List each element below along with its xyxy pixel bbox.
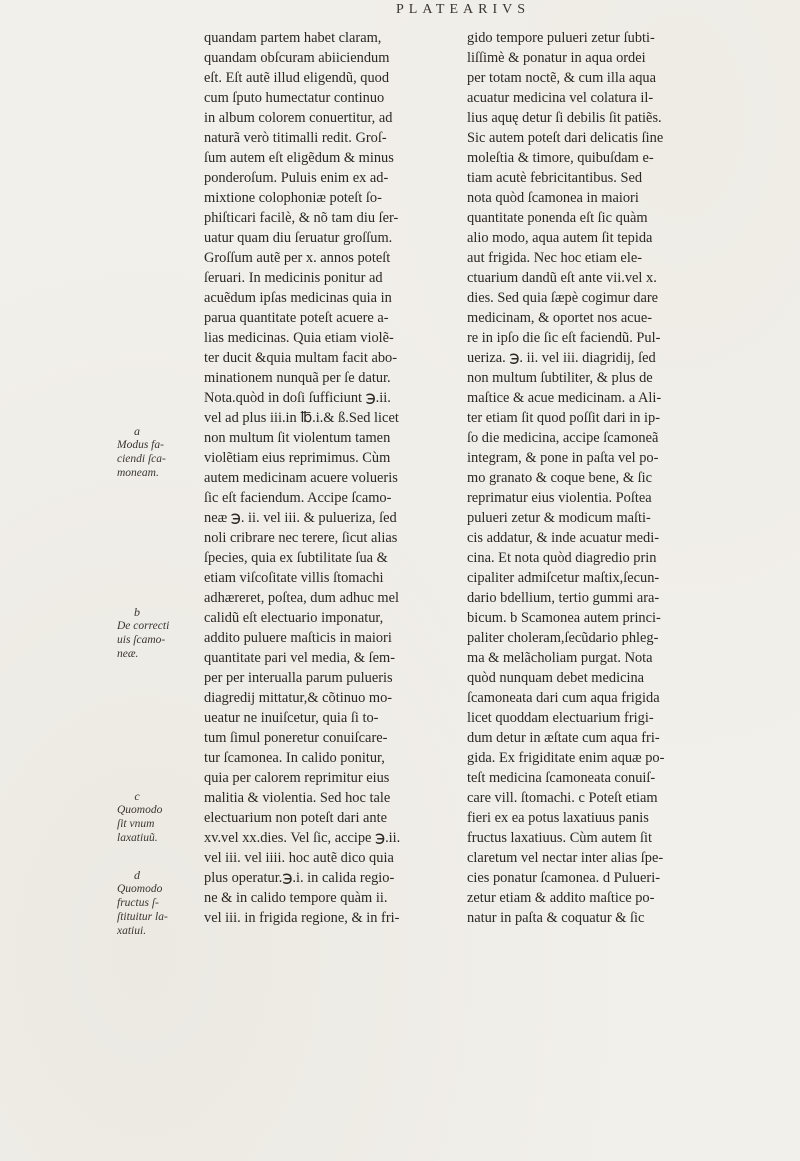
note-line: De correcti: [117, 620, 170, 632]
text-line: ſcamoneata dari cum aqua frigida: [467, 690, 660, 706]
text-line: licet quoddam electuarium frigi-: [467, 710, 654, 726]
text-line: maſtice & acue medicinam. a Ali-: [467, 390, 662, 406]
text-line: ter etiam ſit quod poſſit dari in ip-: [467, 410, 661, 426]
text-line: noli cribrare nec terere, ſicut alias: [204, 530, 398, 546]
note-letter: c: [134, 789, 140, 803]
text-line: electuarium non poteſt dari ante: [204, 810, 388, 826]
text-line: mixtione colophoniæ poteſt ſo-: [204, 190, 382, 206]
text-line: calidũ eſt electuario imponatur,: [204, 610, 384, 626]
note-line: ſit vnum: [117, 818, 155, 830]
margin-note-d: [117, 868, 201, 938]
text-line: non multum ſubtiliter, & plus de: [467, 370, 653, 386]
text-line: alio modo, aqua autem ſit tepida: [467, 230, 653, 246]
note-line: neæ.: [117, 648, 139, 660]
note-line: Quomodo: [117, 804, 163, 816]
text-line: quòd nunquam debet medicina: [467, 670, 645, 686]
note-line: ſtituitur la-: [117, 911, 168, 923]
note-line: ciendi ſca-: [117, 453, 166, 465]
text-line: integram, & pone in paſta vel po-: [467, 450, 659, 466]
text-line: ponderoſum. Puluis enim ex ad-: [204, 170, 389, 186]
text-line: uatur quam diu ſeruatur groſſum.: [204, 230, 393, 246]
text-line: gida. Ex frigiditate enim aquæ po-: [467, 750, 665, 766]
text-line: in album colorem conuertitur, ad: [204, 110, 393, 126]
text-line: reprimatur eius violentia. Poſtea: [467, 490, 652, 506]
text-line: ſum autem eſt eligẽdum & minus: [204, 150, 394, 166]
text-line: per per interualla parum pulueris: [204, 670, 393, 686]
text-line: ſeruari. In medicinis ponitur ad: [204, 270, 383, 286]
text-line: quantitate ponenda eſt ſic quàm: [467, 210, 648, 226]
text-line: tum ſimul poneretur conuiſcare-: [204, 730, 388, 746]
text-line: dario bdellium, tertio gummi ara-: [467, 590, 660, 606]
text-line: ctuarium dandũ eſt ante vii.vel x.: [467, 270, 657, 286]
text-line: pulueri zetur & modicum maſti-: [467, 510, 651, 526]
text-line: quandam obſcuram abiiciendum: [204, 50, 390, 66]
text-line: phiſticari facilè, & nõ tam diu ſer-: [204, 210, 399, 226]
text-line: vel iii. in frigida regione, & in fri-: [204, 910, 400, 926]
margin-note-a: [117, 424, 201, 480]
text-line: Nota.quòd in doſi ſufficiunt ℈.ii.: [204, 390, 391, 406]
text-line: quia per calorem reprimitur eius: [204, 770, 390, 786]
text-line: cies ponatur ſcamonea. d Pulueri-: [467, 870, 661, 886]
text-line: cis addatur, & inde acuatur medi-: [467, 530, 660, 546]
text-line: Groſſum autẽ per x. annos poteſt: [204, 250, 391, 266]
text-line: re in ipſo die ſic eſt faciendũ. Pul-: [467, 330, 661, 346]
text-line: ueatur ne inuiſcetur, quia ſi to-: [204, 710, 379, 726]
text-line: per totam noctẽ, & cum illa aqua: [467, 70, 657, 86]
text-line: cipaliter admiſcetur maſtix,ſecun-: [467, 570, 660, 586]
text-line: tur ſcamonea. In calido ponitur,: [204, 750, 385, 766]
text-line: xv.vel xx.dies. Vel ſic, accipe ℈.ii.: [204, 830, 401, 846]
text-line: adhæreret, poſtea, dum adhuc mel: [204, 590, 400, 606]
text-line: liſſimè & ponatur in aqua ordei: [467, 50, 646, 66]
text-line: cum ſputo humectatur continuo: [204, 90, 385, 106]
text-line: plus operatur.℈.i. in calida regio-: [204, 870, 395, 886]
text-line: bicum. b Scamonea autem princi-: [467, 610, 661, 626]
text-line: ſic eſt faciendum. Accipe ſcamo-: [204, 490, 392, 506]
text-line: minationem nunquã per ſe datur.: [204, 370, 391, 386]
text-line: ter ducit &quia multam facit abo-: [204, 350, 398, 366]
text-line: care vill. ſtomachi. c Poteſt etiam: [467, 790, 658, 806]
text-line: ne & in calido tempore quàm ii.: [204, 890, 388, 906]
text-line: non multum ſit violentum tamen: [204, 430, 391, 446]
text-line: mo granato & coque bene, & ſic: [467, 470, 653, 486]
text-line: gido tempore pulueri zetur ſubti-: [467, 30, 655, 46]
margin-note-b: [117, 605, 201, 661]
text-line: parua quantitate poteſt acuere a-: [204, 310, 389, 326]
text-line: ſo die medicina, accipe ſcamoneã: [467, 430, 659, 446]
margin-note-c: [117, 789, 201, 845]
right-text-column: [467, 28, 753, 928]
text-line: violẽtiam eius reprimimus. Cùm: [204, 450, 391, 466]
text-line: quandam partem habet claram,: [204, 30, 382, 46]
text-line: nota quòd ſcamonea in maiori: [467, 190, 639, 206]
text-line: naturã verò titimalli redit. Groſ-: [204, 130, 387, 146]
text-line: teſt medicina ſcamoneata conuiſ-: [467, 770, 656, 786]
note-line: Quomodo: [117, 883, 163, 895]
text-line: ſpecies, quia ex ſubtilitate ſua &: [204, 550, 388, 566]
note-line: laxatiuũ.: [117, 832, 158, 844]
text-line: tiam acutè febricitantibus. Sed: [467, 170, 643, 186]
text-line: vel iii. vel iiii. hoc autẽ dico quia: [204, 850, 394, 866]
note-letter: b: [134, 605, 140, 619]
note-line: uis ſcamo-: [117, 634, 166, 646]
text-line: lias medicinas. Quia etiam violẽ-: [204, 330, 394, 346]
left-text-column: [204, 28, 456, 928]
text-line: fructus laxatiuus. Cùm autem ſit: [467, 830, 653, 846]
text-line: quantitate pari vel media, & ſem-: [204, 650, 396, 666]
note-letter: a: [134, 424, 140, 438]
text-line: aut frigida. Nec hoc etiam ele-: [467, 250, 642, 266]
text-line: diagredij mittatur,& cõtinuo mo-: [204, 690, 393, 706]
text-line: acuatur medicina vel colatura il-: [467, 90, 654, 106]
text-line: ma & melãcholiam purgat. Nota: [467, 650, 653, 666]
text-line: zetur etiam & addito maſtice po-: [467, 890, 655, 906]
text-line: medicinam, & oportet nos acue-: [467, 310, 653, 326]
note-line: moneam.: [117, 467, 159, 479]
text-line: fieri ex ea potus laxatiuus panis: [467, 810, 649, 826]
text-line: claretum vel nectar inter alias ſpe-: [467, 850, 664, 866]
text-line: lius aquę detur ſi debilis ſit patiẽs.: [467, 110, 662, 126]
text-line: neæ ℈. ii. vel iii. & pulueriza, ſed: [204, 510, 397, 526]
note-line: xatiui.: [117, 925, 147, 937]
text-line: addito puluere maſticis in maiori: [204, 630, 392, 646]
text-line: Sic autem poteſt dari delicatis ſine: [467, 130, 664, 146]
text-line: acuẽdum ipſas medicinas quia in: [204, 290, 392, 306]
note-line: fructus ſ-: [117, 897, 159, 909]
running-head: PLATEARIVS: [396, 2, 531, 17]
text-line: eſt. Eſt autẽ illud eligendũ, quod: [204, 70, 390, 86]
text-line: autem medicinam acuere volueris: [204, 470, 398, 486]
note-line: Modus fa-: [117, 439, 164, 451]
text-line: natur in paſta & coquatur & ſic: [467, 910, 645, 926]
text-line: vel ad plus iii.in ℔.i.& ß.Sed licet: [204, 410, 399, 426]
note-letter: d: [134, 868, 140, 882]
text-line: cina. Et nota quòd diagredio prin: [467, 550, 657, 566]
text-line: ueriza. ℈. ii. vel iii. diagridij, ſed: [467, 350, 656, 366]
text-line: etiam viſcoſitate villis ſtomachi: [204, 570, 384, 586]
text-line: moleſtia & timore, quibuſdam e-: [467, 150, 654, 166]
text-line: dum detur in æſtate cum aqua fri-: [467, 730, 660, 746]
text-line: dies. Sed quia ſæpè cogimur dare: [467, 290, 659, 306]
text-line: malitia & violentia. Sed hoc tale: [204, 790, 391, 806]
margin-notes: [117, 0, 201, 1161]
text-line: paliter choleram,ſecũdario phleg-: [467, 630, 659, 646]
